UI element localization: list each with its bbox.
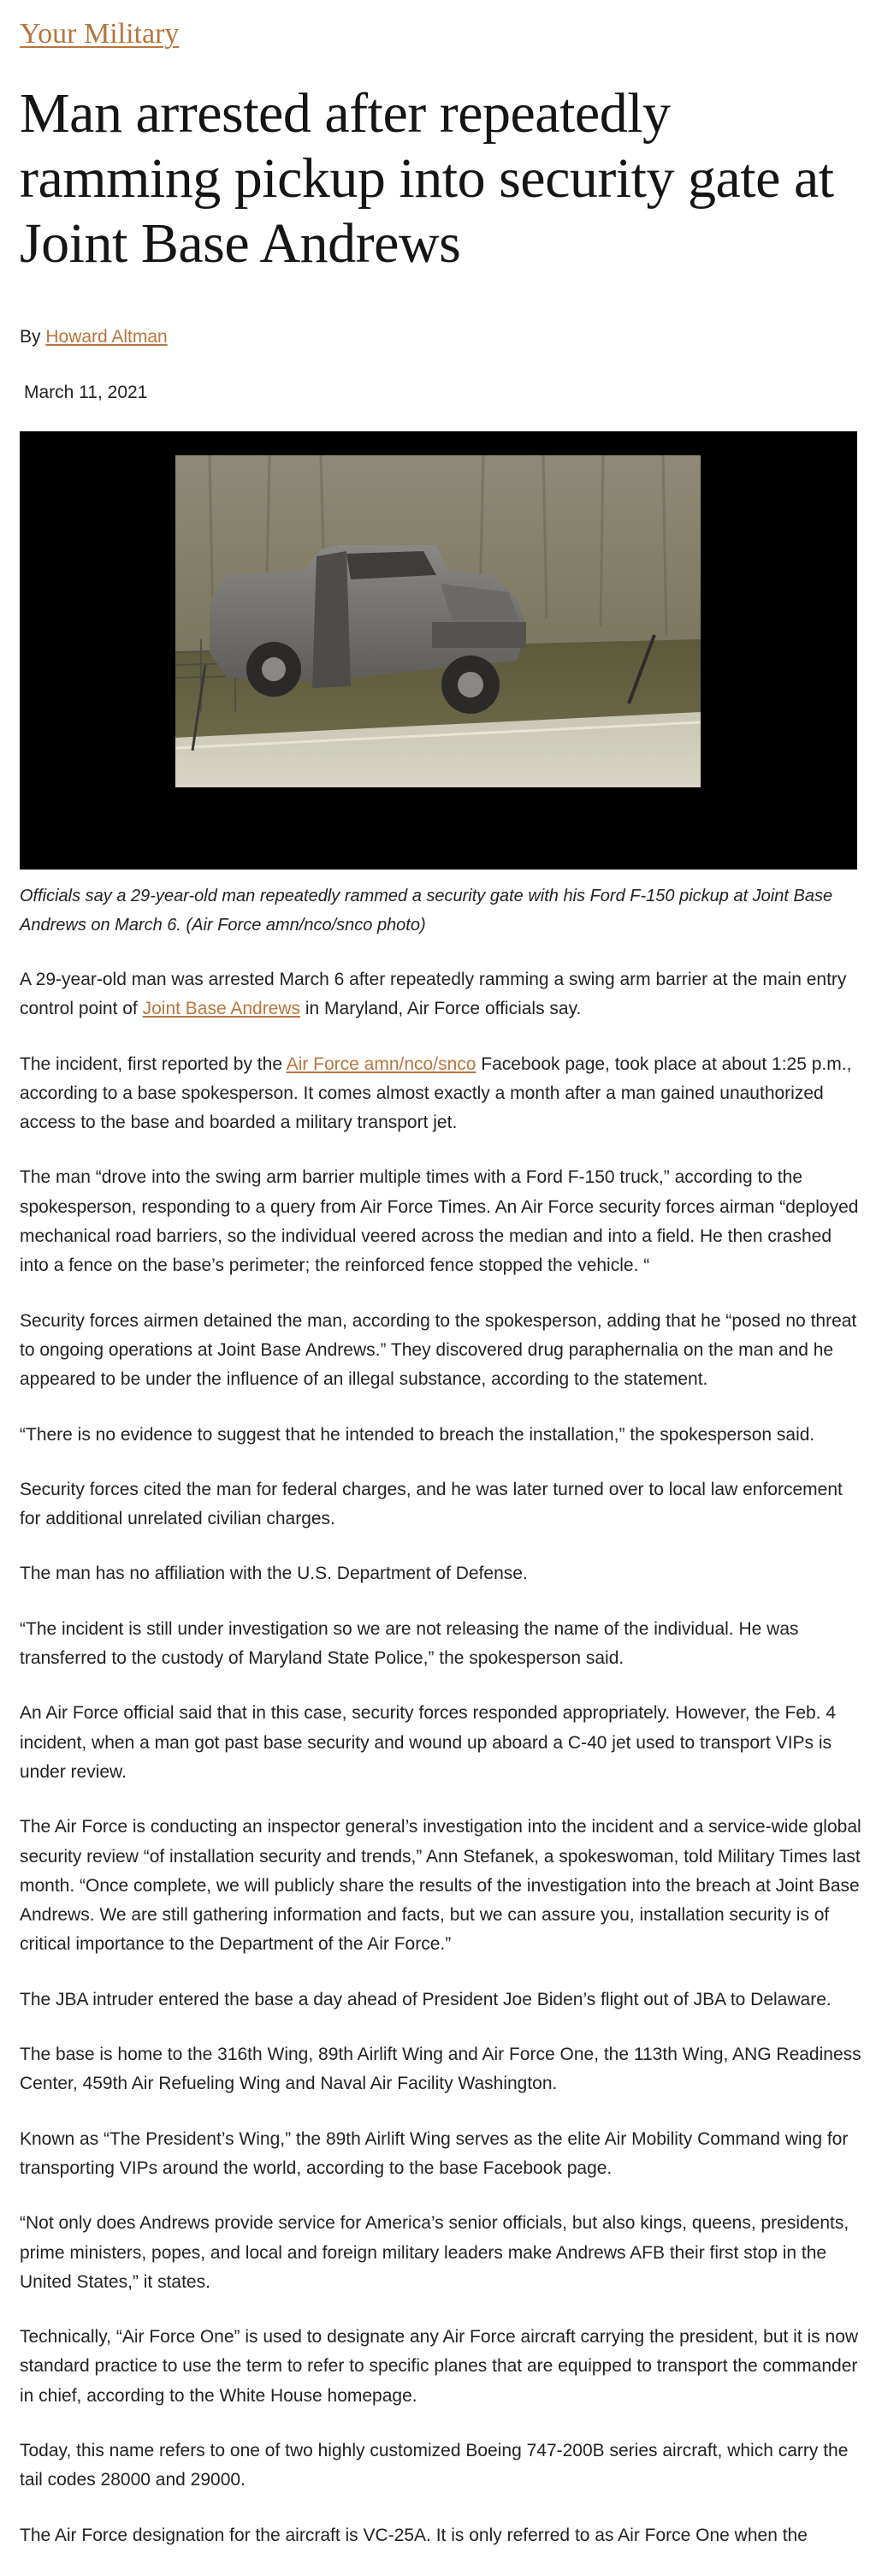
- author-link[interactable]: Howard Altman: [45, 327, 168, 347]
- paragraph-5: “There is no evidence to suggest that he intended to breach the installation,” the spokesperson said.: [20, 1424, 815, 1445]
- article-photo: [175, 455, 701, 787]
- paragraph-13: Known as “The President’s Wing,” the 89th Airlift Wing serves as the elite Air Mobility Command wing for transporting VIPs around the world, according to the base Facebook page.: [20, 2128, 849, 2178]
- paragraph-4: Security forces airmen detained the man, according to the spokesperson, adding that he “posed no threat to ongoing operations at Joint Base Andrews.” They discovered drug paraphernalia on the man and he appeared to be under the influence of an illegal substance, according to the statement.: [20, 1310, 857, 1390]
- paragraph-16: Today, this name refers to one of two highly customized Boeing 747-200B series aircraft, which carry the tail codes 28000 and 29000.: [20, 2440, 849, 2490]
- paragraph-7: The man has no affiliation with the U.S. Department of Defense.: [20, 1564, 528, 1584]
- photo-caption: Officials say a 29-year-old man repeatedly rammed a security gate with his Ford F-150 pickup at Joint Base Andrews on March 6. (Air Force amn/nco/snco photo): [20, 887, 833, 935]
- link-joint-base-andrews[interactable]: Joint Base Andrews: [142, 999, 301, 1019]
- paragraph-2: The incident, first reported by the Air Force amn/nco/snco Facebook page, took place at about 1:25 p.m., according to a base spokesperson. It comes almost exactly a month after a man gained unauthorized access to the base and boarded a military transport jet.: [20, 1054, 852, 1133]
- paragraph-1: A 29-year-old man was arrested March 6 after repeatedly ramming a swing arm barrier at the main entry control point of Joint Base Andrews in Maryland, Air Force officials say.: [20, 970, 847, 1019]
- article-body: [20, 965, 862, 2576]
- paragraph-3: The man “drove into the swing arm barrier multiple times with a Ford F-150 truck,” according to the spokesperson, responding to a query from Air Force Times. An Air Force security forces airman “deployed mechanical road barriers, so the individual veered across the median and into a field. He then crashed into a fence on the base’s perimeter; the reinforced fence stopped the vehicle. “: [20, 1167, 859, 1276]
- figure: [20, 431, 857, 870]
- paragraph-9: An Air Force official said that in this case, security forces responded appropriately. However, the Feb. 4 incident, when a man got past base security and wound up aboard a C-40 jet used to transport VIPs is under review.: [20, 1703, 837, 1782]
- link-air-force-amn-nco-snco[interactable]: Air Force amn/nco/snco: [286, 1054, 476, 1074]
- paragraph-17: The Air Force designation for the aircraft is VC-25A. It is only referred to as Air Force One when the: [20, 2525, 808, 2545]
- paragraph-6: Security forces cited the man for federal charges, and he was later turned over to local law enforcement for additional unrelated civilian charges.: [20, 1479, 843, 1529]
- publish-date: March 11, 2021: [24, 383, 148, 402]
- section-link[interactable]: Your Military: [20, 18, 180, 50]
- headline: Man arrested after repeatedly ramming pickup into security gate at Joint Base Andrews: [20, 82, 834, 275]
- byline: [20, 323, 168, 351]
- paragraph-15: Technically, “Air Force One” is used to designate any Air Force aircraft carrying the president, but it is now standard practice to use the term to refer to specific planes that are equipped to transport the commander in chief, according to the White House homepage.: [20, 2327, 859, 2406]
- paragraph-14: “Not only does Andrews provide service for America’s senior officials, but also kings, queens, presidents, prime ministers, popes, and local and foreign military leaders make Andrews AFB their first stop in the United States,” it states.: [20, 2213, 849, 2292]
- byline-prefix: By: [20, 327, 46, 347]
- paragraph-8: “The incident is still under investigation so we are not releasing the name of the individual. He was transferred to the custody of Maryland State Police,” the spokesperson said.: [20, 1618, 799, 1669]
- paragraph-11: The JBA intruder entered the base a day ahead of President Joe Biden’s flight out of JBA to Delaware.: [20, 1989, 832, 2009]
- paragraph-10: The Air Force is conducting an inspector general’s investigation into the incident and a service-wide global security review “of installation security and trends,” Ann Stefanek, a spokeswoman, told Military Times last month. “Once complete, we will publicly share the results of the investigation into the breach at Joint Base Andrews. We are still gathering information and facts, but we can assure you, installation security is of critical importance to the Department of the Air Force.”: [20, 1817, 861, 1955]
- paragraph-12: The base is home to the 316th Wing, 89th Airlift Wing and Air Force One, the 113th Wing, ANG Readiness Center, 459th Air Refueling Wing and Naval Air Facility Washington.: [20, 2045, 861, 2094]
